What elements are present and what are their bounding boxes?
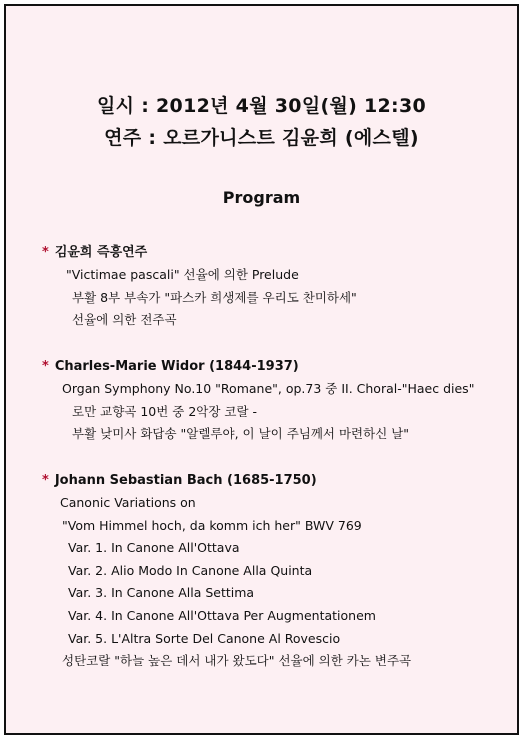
program-heading: Program (222, 188, 301, 207)
event-header (6, 90, 517, 154)
piece-line: Canonic Variations on (60, 495, 196, 510)
piece-line: 부활 8부 부속가 "파스카 희생제를 우리도 찬미하세" (72, 289, 357, 305)
date-line: 일시 : 2012년 4월 30일(월) 12:30 (97, 95, 426, 117)
variation-line: Var. 4. In Canone All'Ottava Per Augmentationem (68, 607, 376, 623)
section-title (42, 470, 512, 492)
piece-line: 로만 교향곡 10번 중 2악장 코랄 - (72, 403, 258, 419)
section-title-text: Johann Sebastian Bach (1685-1750) (54, 473, 317, 488)
performer-line: 연주 : 오르가니스트 김윤희 (에스텔) (104, 127, 419, 149)
piece-line: Organ Symphony No.10 "Romane", op.73 중 II. Choral-"Haec dies" (62, 381, 475, 396)
bullet-asterisk: * (42, 359, 49, 374)
variation-line: Var. 5. L'Altra Sorte Del Canone Al Rovescio (68, 630, 341, 646)
piece-line: 성탄코랄 "하늘 높은 데서 내가 왔도다" 선율에 의한 카논 변주곡 (62, 653, 412, 669)
section-title (42, 242, 512, 264)
section-title-text: Charles-Marie Widor (1844-1937) (54, 359, 299, 374)
program-page (4, 4, 519, 735)
bullet-asterisk: * (42, 473, 49, 488)
section-title (42, 356, 512, 378)
bullet-asterisk: * (42, 245, 49, 260)
program-section-widor (42, 356, 512, 446)
variation-line: Var. 2. Alio Modo In Canone Alla Quinta (68, 562, 313, 578)
program-section-improvisation (42, 242, 512, 332)
variation-line: Var. 1. In Canone All'Ottava (68, 540, 240, 556)
program-section-bach (42, 470, 512, 673)
section-title-text: 김윤희 즉흥연주 (54, 245, 148, 260)
piece-line: 선율에 의한 전주곡 (72, 312, 177, 328)
piece-line: 부활 낮미사 화답송 "알렐루야, 이 날이 주님께서 마련하신 날" (72, 426, 410, 442)
piece-line: "Vom Himmel hoch, da komm ich her" BWV 769 (62, 517, 362, 533)
piece-line: "Victimae pascali" 선율에 의한 Prelude (66, 267, 299, 282)
variation-line: Var. 3. In Canone Alla Settima (68, 585, 255, 601)
